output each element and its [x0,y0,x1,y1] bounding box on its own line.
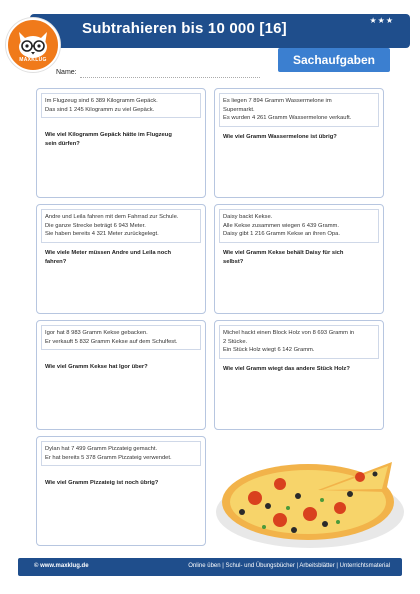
difficulty-stars: ★★★ [369,16,394,25]
problem-text: Es liegen 7 894 Gramm Wassermelone im Supermarkt. Es wurden 4 261 Gramm Wassermelone verkauft. [219,93,379,127]
problem-text: Daisy backt Kekse. Alle Kekse zusammen wiegen 6 439 Gramm. Daisy gibt 1 216 Gramm Kekse an ihren Opa. [219,209,379,243]
question-text: Wie viel Gramm Wassermelone ist übrig? [223,134,337,140]
task-card-3 [36,204,206,314]
question-text: Wie viel Kilogramm Gepäck hätte im Flugzeug sein dürfen? [45,132,172,147]
task-card-1 [36,88,206,198]
task-card-6 [214,320,384,430]
problem-text: Michel hackt einen Block Holz von 8 693 Gramm in 2 Stücke. Ein Stück Holz wiegt 6 142 Gramm. [219,325,379,359]
logo-text: MAXKLUG [19,57,47,63]
question-text: Wie viele Meter müssen Andre und Leila noch fahren? [45,250,172,265]
maxklug-logo [6,18,60,72]
problem-text: Igor hat 8 983 Gramm Kekse gebacken. Er verkauft 5 832 Gramm Kekse auf dem Schulfest. [41,325,201,350]
pizza-illustration [210,432,410,552]
problem-text: Im Flugzeug sind 6 389 Kilogramm Gepäck. Das sind 1 245 Kilogramm zu viel Gepäck. [41,93,201,118]
category-badge: Sachaufgaben [278,48,390,72]
name-label: Name: [56,69,77,76]
task-card-7 [36,436,206,546]
header-bar [30,14,410,48]
problem-text: Dylan hat 7 499 Gramm Pizzateig gemacht. Er hat bereits 5 378 Gramm Pizzateig verwendet. [41,441,201,466]
task-card-5 [36,320,206,430]
problem-text: Andre und Leila fahren mit dem Fahrrad zur Schule. Die ganze Strecke beträgt 6 943 Meter. Sie haben bereits 4 321 Meter zurückgelegt. [41,209,201,243]
footer-site-link[interactable]: © www.maxklug.de [34,563,89,569]
question-text: Wie viel Gramm Kekse behält Daisy für sich selbst? [223,250,344,265]
footer-bar [18,558,402,576]
task-card-2 [214,88,384,198]
footer-links[interactable]: Online üben | Schul- und Übungsbücher | Arbeitsblätter | Unterrichtsmaterial [188,563,390,569]
page-title: Subtrahieren bis 10 000 [16] [82,20,287,37]
question-text: Wie viel Gramm Kekse hat Igor über? [45,364,148,370]
name-field-line[interactable] [80,77,260,78]
header [0,14,420,67]
question-text: Wie viel Gramm wiegt das andere Stück Holz? [223,366,350,372]
question-text: Wie viel Gramm Pizzateig ist noch übrig? [45,480,159,486]
task-card-4 [214,204,384,314]
